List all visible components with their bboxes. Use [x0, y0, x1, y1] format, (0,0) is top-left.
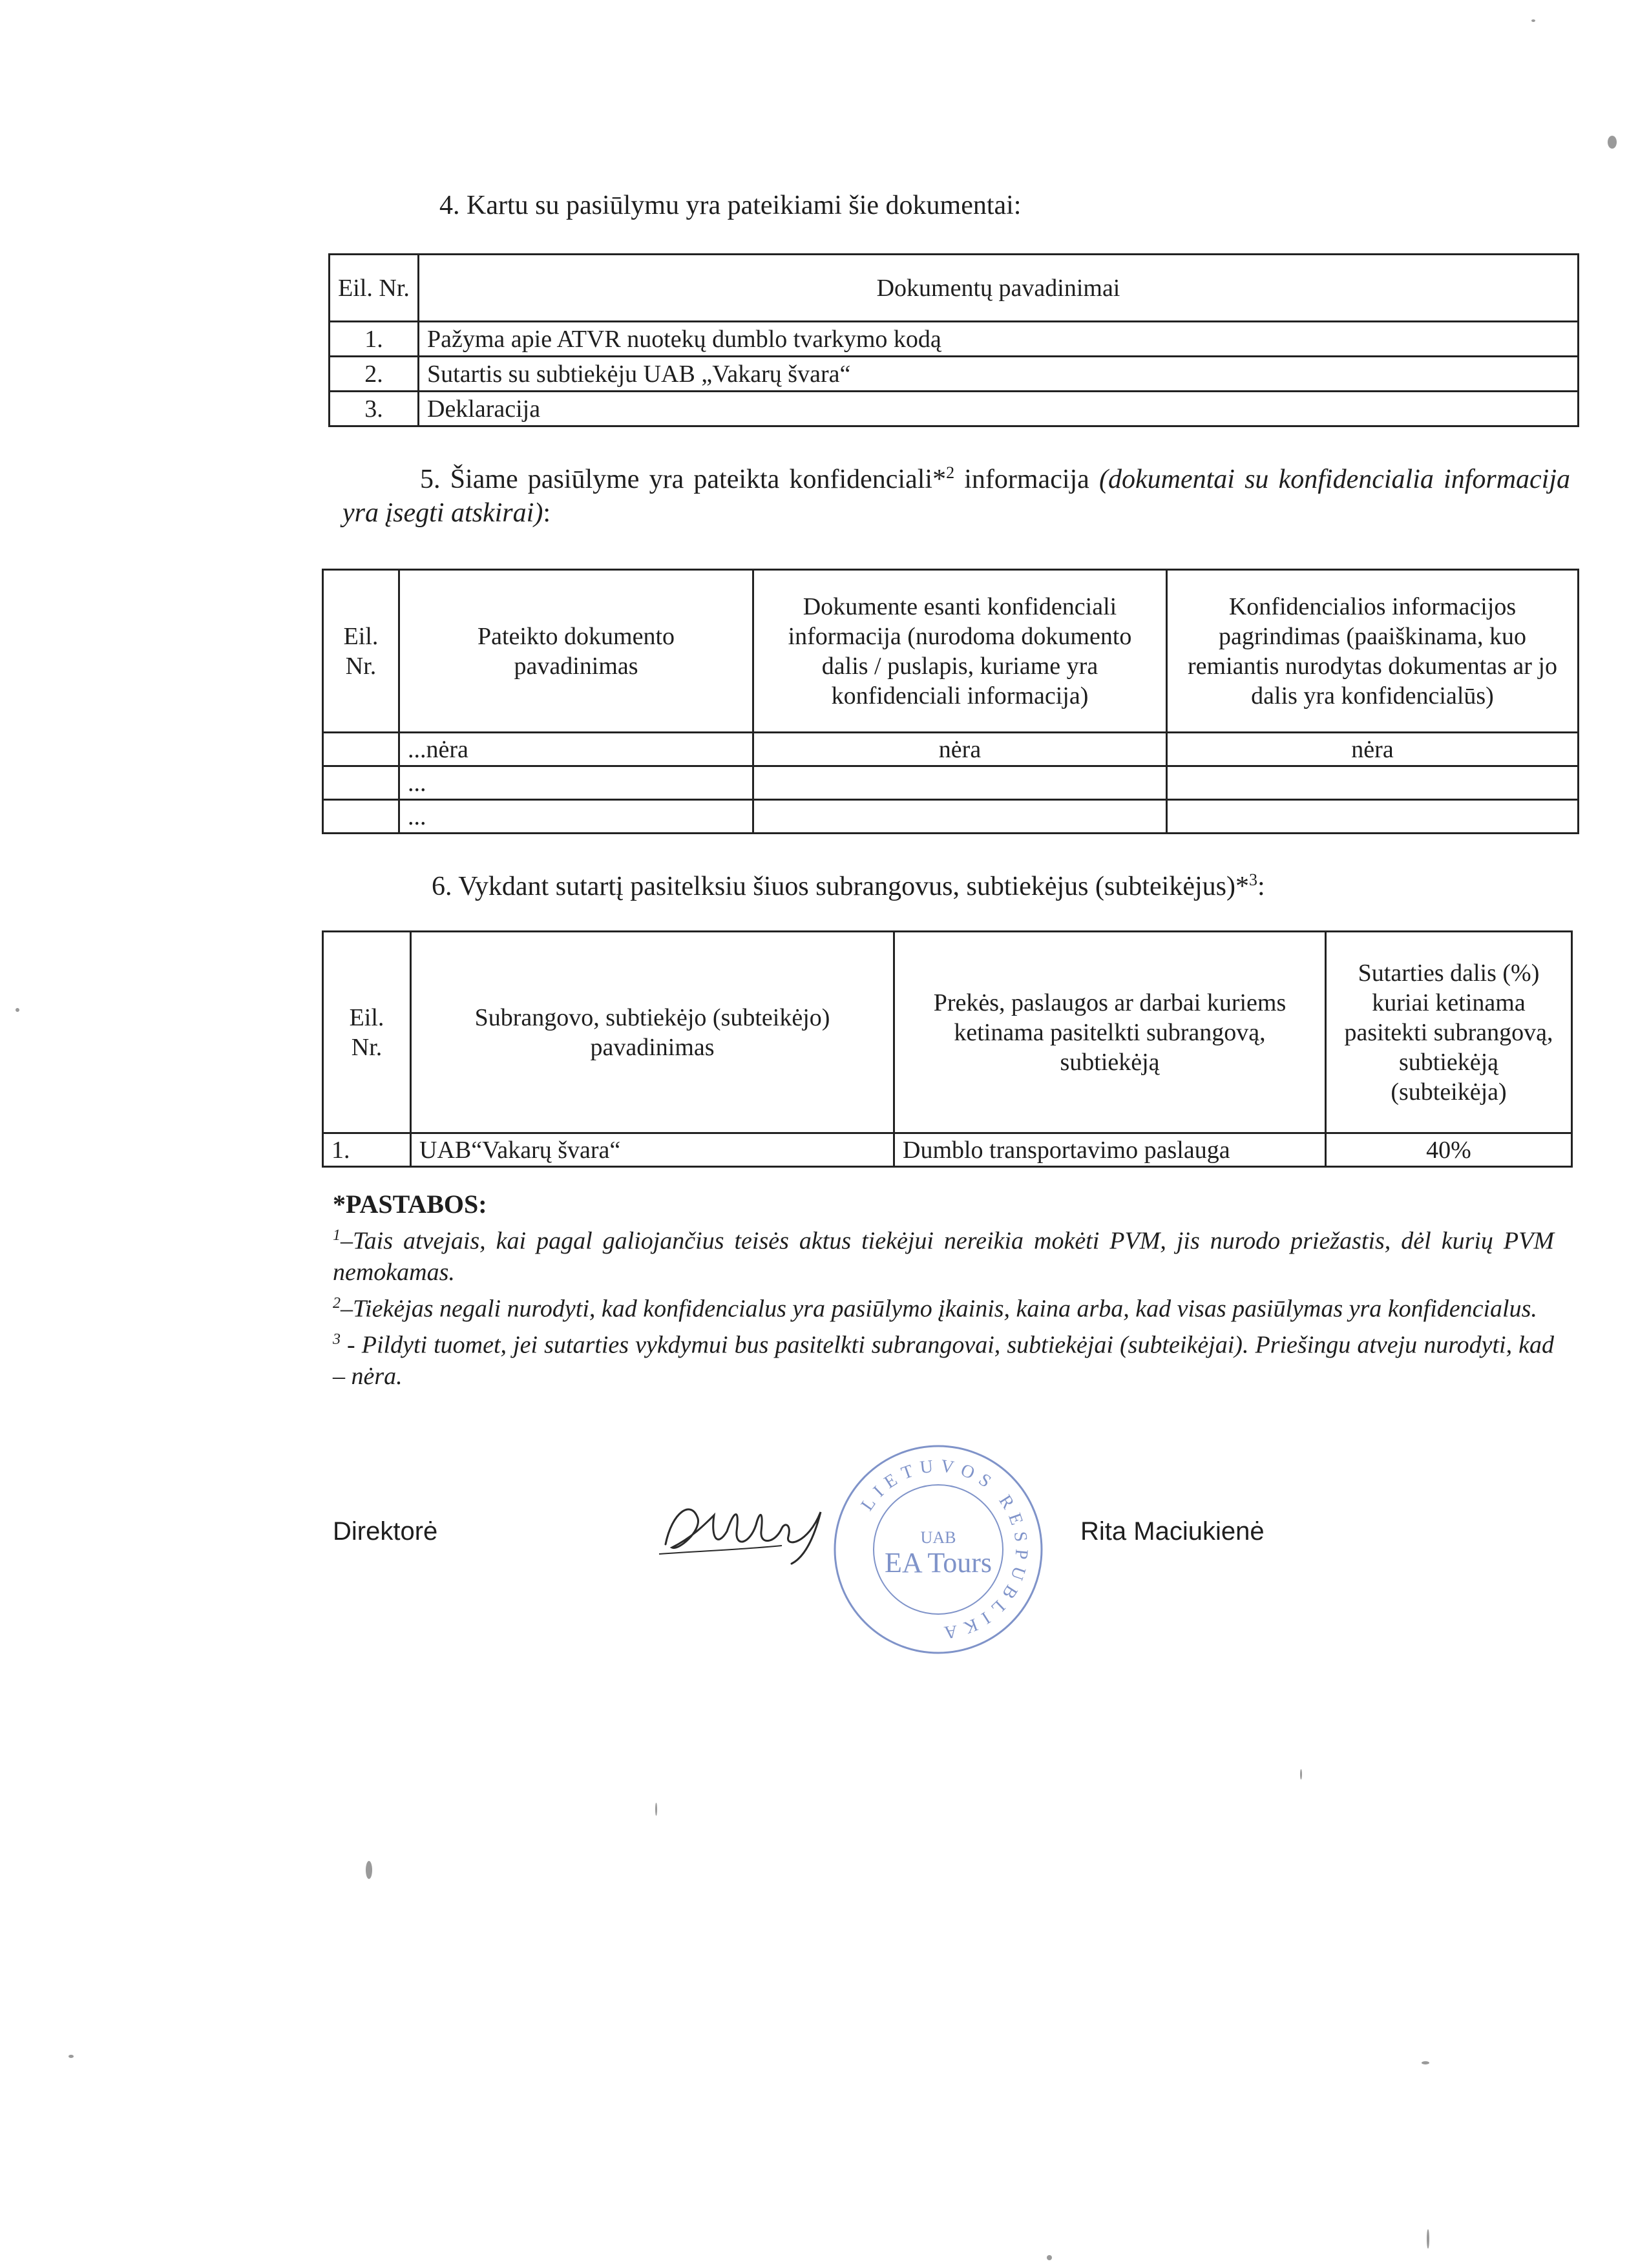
row-document-name: Sutartis su subtiekėju UAB „Vakarų švara“ — [419, 357, 1579, 392]
row-subcontractor: UAB“Vakarų švara“ — [411, 1133, 894, 1167]
table-row — [323, 800, 1579, 834]
stamp-line-1: UAB — [920, 1528, 956, 1547]
header-document-names: Dokumentų pavadinimai — [419, 255, 1579, 322]
row-part — [753, 766, 1167, 800]
row-no: 2. — [330, 357, 419, 392]
scan-speck — [16, 1008, 19, 1012]
header-share: Sutarties dalis (%) kuriai ketinama pasitekti subrangovą, subtiekėją (subteikėja) — [1326, 932, 1572, 1133]
row-document: ... — [399, 800, 753, 834]
section-5-heading-text: 5. Šiame pasiūlyme yra pateikta konfidenciali* — [420, 465, 947, 494]
row-no: 3. — [330, 392, 419, 426]
row-document: ...nėra — [399, 733, 753, 766]
stamp-ring-text: LIETUVOS RESPUBLIKA — [857, 1456, 1032, 1643]
subcontractors-table — [322, 930, 1573, 1168]
scan-speck — [1422, 2061, 1429, 2064]
scan-speck — [655, 1803, 657, 1816]
scan-speck — [1427, 2229, 1429, 2249]
table-header-row — [323, 570, 1579, 733]
scan-speck — [1531, 19, 1535, 22]
header-service: Prekės, paslaugos ar darbai kuriems ketinama pasitelkti subrangovą, subtiekėją — [894, 932, 1326, 1133]
section-4-heading: 4. Kartu su pasiūlymu yra pateikiami šie dokumentai: — [439, 191, 1022, 220]
row-service: Dumblo transportavimo paslauga — [894, 1133, 1326, 1167]
note-text: - Pildyti tuomet, jei sutarties vykdymui bus pasitelkti subrangovai, subtiekėjai (subteikėjai). Priešingu atveju nurodyti, kad – nėra. — [333, 1331, 1554, 1390]
table-row — [323, 766, 1579, 800]
notes-section — [333, 1189, 1554, 1392]
row-reason — [1167, 800, 1579, 834]
row-document-name: Pažyma apie ATVR nuotekų dumblo tvarkymo kodą — [419, 322, 1579, 357]
notes-title: *PASTABOS: — [333, 1190, 487, 1219]
row-reason: nėra — [1167, 733, 1579, 766]
table-row — [323, 733, 1579, 766]
table-row — [330, 357, 1579, 392]
note-3 — [333, 1324, 1554, 1392]
row-document-name: Deklaracija — [419, 392, 1579, 426]
documents-table — [328, 253, 1579, 427]
signatory-role: Direktorė — [333, 1517, 438, 1546]
header-no: Eil. Nr. — [330, 255, 419, 322]
header-confidential-part: Dokumente esanti konfidenciali informacija (nurodoma dokumento dalis / puslapis, kuriame yra konfidenciali informacija) — [753, 570, 1167, 733]
table-row — [330, 322, 1579, 357]
footnote-mark: 3 — [1248, 870, 1257, 889]
note-1 — [333, 1220, 1554, 1288]
section-5-heading — [342, 456, 1570, 530]
table-row — [323, 1133, 1572, 1167]
section-6-heading-end: : — [1257, 872, 1265, 901]
section-5-heading-italic: (dokumentai su konfidencialia informacija yra įsegti atskirai) — [342, 465, 1571, 528]
header-subcontractor-name: Subrangovo, subtiekėjo (subteikėjo) pavadinimas — [411, 932, 894, 1133]
header-justification: Konfidencialios informacijos pagrindimas (paaiškinama, kuo remiantis nurodytas dokumentas ar jo dalis yra konfidencialūs) — [1167, 570, 1579, 733]
note-text: –Tiekėjas negali nurodyti, kad konfidencialus yra pasiūlymo įkainis, kaina arba, kad visas pasiūlymas yra konfidencialus. — [341, 1295, 1537, 1323]
footnote-mark: 2 — [946, 463, 955, 482]
section-5-heading-text-2: informacija — [954, 465, 1099, 494]
section-5-heading-end: : — [543, 498, 551, 528]
signatory-name: Rita Maciukienė — [1080, 1517, 1265, 1546]
note-mark: 3 — [333, 1331, 341, 1349]
header-document-name: Pateikto dokumento pavadinimas — [399, 570, 753, 733]
row-no — [323, 733, 399, 766]
row-part — [753, 800, 1167, 834]
row-no: 1. — [330, 322, 419, 357]
confidential-info-table — [322, 569, 1579, 834]
note-2 — [333, 1288, 1554, 1325]
header-no: Eil. Nr. — [323, 932, 411, 1133]
scan-speck — [1608, 136, 1617, 149]
scan-speck — [68, 2055, 74, 2058]
section-6-heading — [432, 863, 1265, 903]
row-reason — [1167, 766, 1579, 800]
scan-speck — [1300, 1769, 1302, 1780]
note-mark: 1 — [333, 1227, 341, 1244]
company-stamp — [828, 1440, 1048, 1659]
row-share: 40% — [1326, 1133, 1572, 1167]
table-row — [330, 392, 1579, 426]
row-no: 1. — [323, 1133, 411, 1167]
note-mark: 2 — [333, 1294, 341, 1312]
stamp-line-2: EA Tours — [884, 1547, 993, 1579]
scan-speck — [366, 1861, 372, 1879]
scan-speck — [1047, 2255, 1052, 2260]
table-header-row — [330, 255, 1579, 322]
row-document: ... — [399, 766, 753, 800]
table-header-row — [323, 932, 1572, 1133]
header-no: Eil. Nr. — [323, 570, 399, 733]
note-text: –Tais atvejais, kai pagal galiojančius teisės aktus tiekėjui nereikia mokėti PVM, jis nurodo priežastis, dėl kurių PVM nemokamas. — [333, 1227, 1554, 1286]
section-6-heading-text: 6. Vykdant sutartį pasitelksiu šiuos subrangovus, subtiekėjus (subteikėjus)* — [432, 872, 1249, 901]
handwritten-signature — [653, 1486, 846, 1577]
row-no — [323, 800, 399, 834]
row-part: nėra — [753, 733, 1167, 766]
row-no — [323, 766, 399, 800]
